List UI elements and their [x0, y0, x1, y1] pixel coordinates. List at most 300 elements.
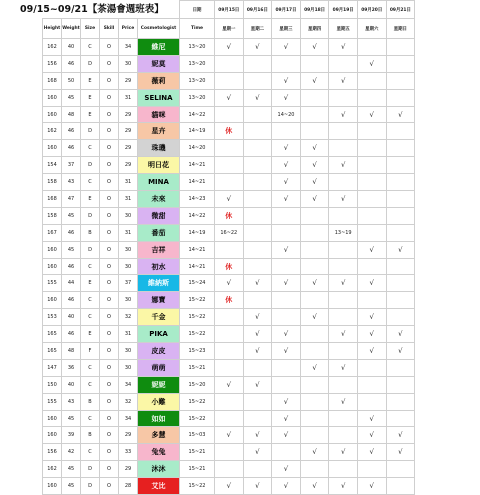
table-row — [43, 292, 415, 309]
empty-day-cell — [215, 410, 244, 427]
cosmetologist-name: 兔兔 — [138, 444, 180, 461]
time-cell: 15~03 — [180, 427, 215, 444]
price-cell: 32 — [119, 309, 138, 326]
check-mark: √ — [272, 461, 301, 478]
table-row — [43, 461, 415, 478]
empty-day-cell — [386, 39, 415, 56]
time-cell: 15~22 — [180, 326, 215, 343]
check-mark: √ — [357, 410, 386, 427]
skill-cell: O — [100, 427, 119, 444]
empty-day-cell — [329, 410, 358, 427]
empty-day-cell — [243, 140, 272, 157]
empty-day-cell — [300, 106, 329, 123]
date-header-cell: 09月17日 — [272, 1, 301, 19]
price-cell: 32 — [119, 393, 138, 410]
skill-cell: O — [100, 224, 119, 241]
time-cell: 15~22 — [180, 478, 215, 495]
empty-day-cell — [243, 207, 272, 224]
time-cell: 14~19 — [180, 224, 215, 241]
price-cell: 29 — [119, 72, 138, 89]
empty-day-cell — [243, 292, 272, 309]
cosmetologist-name: 明日花 — [138, 157, 180, 174]
empty-day-cell — [215, 55, 244, 72]
height-cell: 156 — [43, 444, 62, 461]
empty-day-cell — [215, 359, 244, 376]
skill-cell: O — [100, 39, 119, 56]
cosmetologist-name: 萌萌 — [138, 359, 180, 376]
check-mark: √ — [215, 39, 244, 56]
check-mark: √ — [300, 275, 329, 292]
weekday-header-cell: 星期四 — [300, 19, 329, 39]
date-header-row — [43, 1, 415, 19]
empty-day-cell — [300, 376, 329, 393]
time-cell: 14~21 — [180, 157, 215, 174]
weight-cell: 45 — [62, 207, 81, 224]
empty-day-cell — [215, 106, 244, 123]
size-cell: B — [81, 393, 100, 410]
check-mark: √ — [243, 275, 272, 292]
time-cell: 15~23 — [180, 343, 215, 360]
empty-day-cell — [329, 461, 358, 478]
time-cell: 15~22 — [180, 292, 215, 309]
table-row — [43, 343, 415, 360]
time-cell: 15~22 — [180, 393, 215, 410]
skill-cell: O — [100, 393, 119, 410]
height-cell: 168 — [43, 72, 62, 89]
check-mark: √ — [386, 444, 415, 461]
empty-day-cell — [329, 241, 358, 258]
time-cell: 14~22 — [180, 207, 215, 224]
empty-day-cell — [357, 376, 386, 393]
time-cell: 14~21 — [180, 174, 215, 191]
skill-cell: O — [100, 123, 119, 140]
height-cell: 165 — [43, 326, 62, 343]
weight-cell: 43 — [62, 174, 81, 191]
check-mark: √ — [357, 241, 386, 258]
day-off-mark: 休 — [215, 207, 244, 224]
check-mark: √ — [272, 157, 301, 174]
weight-cell: 45 — [62, 478, 81, 495]
empty-day-cell — [329, 55, 358, 72]
time-cell: 13~20 — [180, 55, 215, 72]
empty-day-cell — [300, 123, 329, 140]
check-mark: √ — [215, 376, 244, 393]
height-cell: 160 — [43, 478, 62, 495]
empty-day-cell — [215, 461, 244, 478]
empty-day-cell — [243, 393, 272, 410]
height-cell: 155 — [43, 275, 62, 292]
size-cell: C — [81, 174, 100, 191]
schedule-table — [42, 0, 415, 495]
price-cell: 34 — [119, 410, 138, 427]
empty-day-cell — [386, 174, 415, 191]
skill-cell: O — [100, 359, 119, 376]
weight-cell: 45 — [62, 241, 81, 258]
empty-day-cell — [215, 174, 244, 191]
weight-cell: 48 — [62, 106, 81, 123]
cosmetologist-name: 貓咪 — [138, 106, 180, 123]
weight-cell: 39 — [62, 427, 81, 444]
check-mark: √ — [386, 106, 415, 123]
weight-cell: 47 — [62, 191, 81, 208]
check-mark: √ — [300, 72, 329, 89]
time-cell: 14~22 — [180, 106, 215, 123]
skill-cell: O — [100, 326, 119, 343]
size-cell: D — [81, 461, 100, 478]
check-mark: √ — [243, 89, 272, 106]
skill-cell: O — [100, 89, 119, 106]
empty-day-cell — [357, 72, 386, 89]
size-cell: D — [81, 207, 100, 224]
weekday-header-cell: 星期一 — [215, 19, 244, 39]
height-cell: 160 — [43, 106, 62, 123]
time-cell: 13~20 — [180, 39, 215, 56]
check-mark: √ — [272, 72, 301, 89]
weight-cell: 40 — [62, 376, 81, 393]
empty-day-cell — [215, 393, 244, 410]
table-row — [43, 258, 415, 275]
table-row — [43, 478, 415, 495]
empty-day-cell — [329, 174, 358, 191]
table-row — [43, 55, 415, 72]
weight-cell: 45 — [62, 410, 81, 427]
table-row — [43, 376, 415, 393]
size-cell: E — [81, 326, 100, 343]
price-cell: 30 — [119, 343, 138, 360]
check-mark: √ — [300, 39, 329, 56]
table-row — [43, 224, 415, 241]
empty-day-cell — [215, 157, 244, 174]
size-cell: D — [81, 55, 100, 72]
check-mark: √ — [357, 427, 386, 444]
size-cell: D — [81, 478, 100, 495]
time-cell: 15~20 — [180, 376, 215, 393]
time-cell: 14~23 — [180, 191, 215, 208]
check-mark: √ — [357, 106, 386, 123]
cosmetologist-name: 星卉 — [138, 123, 180, 140]
empty-day-cell — [272, 224, 301, 241]
time-cell: 14~19 — [180, 123, 215, 140]
table-row — [43, 140, 415, 157]
cosmetologist-name: 妮妮 — [138, 376, 180, 393]
day-off-mark: 休 — [215, 292, 244, 309]
empty-day-cell — [243, 174, 272, 191]
size-cell: E — [81, 72, 100, 89]
size-cell: C — [81, 309, 100, 326]
cosmetologist-name: 多慧 — [138, 427, 180, 444]
price-cell: 34 — [119, 376, 138, 393]
price-cell: 30 — [119, 359, 138, 376]
check-mark: √ — [243, 427, 272, 444]
height-cell: 162 — [43, 39, 62, 56]
price-cell: 31 — [119, 174, 138, 191]
check-mark: √ — [215, 89, 244, 106]
table-row — [43, 309, 415, 326]
weight-cell: 46 — [62, 140, 81, 157]
check-mark: √ — [300, 191, 329, 208]
height-cell: 160 — [43, 427, 62, 444]
empty-day-cell — [386, 207, 415, 224]
price-cell: 30 — [119, 241, 138, 258]
skill-header: Skill — [100, 19, 119, 39]
table-row — [43, 191, 415, 208]
cosmetologist-name: 維納斯 — [138, 275, 180, 292]
check-mark: √ — [243, 309, 272, 326]
time-cell: 14~21 — [180, 258, 215, 275]
check-mark: √ — [386, 326, 415, 343]
table-row — [43, 393, 415, 410]
size-cell: E — [81, 275, 100, 292]
empty-day-cell — [386, 123, 415, 140]
custom-hours: 13~19 — [329, 224, 358, 241]
table-row — [43, 275, 415, 292]
skill-cell: O — [100, 343, 119, 360]
check-mark: √ — [300, 478, 329, 495]
weight-cell: 46 — [62, 292, 81, 309]
cosmetologist-name: 千金 — [138, 309, 180, 326]
check-mark: √ — [357, 55, 386, 72]
price-cell: 29 — [119, 157, 138, 174]
empty-day-cell — [386, 157, 415, 174]
empty-day-cell — [215, 72, 244, 89]
table-row — [43, 241, 415, 258]
check-mark: √ — [215, 478, 244, 495]
table-row — [43, 326, 415, 343]
empty-day-cell — [300, 461, 329, 478]
check-mark: √ — [300, 309, 329, 326]
time-cell: 15~22 — [180, 309, 215, 326]
empty-day-cell — [243, 72, 272, 89]
cosmetologist-name: 妮莫 — [138, 55, 180, 72]
check-mark: √ — [300, 174, 329, 191]
weekday-header-cell: 星期日 — [386, 19, 415, 39]
height-cell: 160 — [43, 410, 62, 427]
size-cell: C — [81, 258, 100, 275]
height-cell: 156 — [43, 55, 62, 72]
empty-day-cell — [329, 427, 358, 444]
height-cell: 162 — [43, 123, 62, 140]
skill-cell: O — [100, 275, 119, 292]
cosmetologist-name: 沐沐 — [138, 461, 180, 478]
empty-day-cell — [300, 292, 329, 309]
check-mark: √ — [243, 478, 272, 495]
empty-day-cell — [272, 207, 301, 224]
check-mark: √ — [272, 140, 301, 157]
empty-day-cell — [300, 89, 329, 106]
weekday-header-cell: 星期五 — [329, 19, 358, 39]
empty-day-cell — [357, 157, 386, 174]
empty-day-cell — [272, 123, 301, 140]
empty-day-cell — [357, 393, 386, 410]
check-mark: √ — [357, 309, 386, 326]
check-mark: √ — [329, 106, 358, 123]
weight-cell: 46 — [62, 123, 81, 140]
check-mark: √ — [243, 444, 272, 461]
cosmetologist-name: 如如 — [138, 410, 180, 427]
price-cell: 30 — [119, 258, 138, 275]
skill-cell: O — [100, 292, 119, 309]
date-label: 日期 — [180, 1, 215, 19]
empty-day-cell — [243, 157, 272, 174]
time-cell: 15~24 — [180, 275, 215, 292]
empty-day-cell — [357, 461, 386, 478]
check-mark: √ — [329, 275, 358, 292]
empty-day-cell — [386, 140, 415, 157]
date-header-cell: 09月16日 — [243, 1, 272, 19]
skill-cell: O — [100, 174, 119, 191]
check-mark: √ — [329, 157, 358, 174]
weight-cell: 43 — [62, 393, 81, 410]
empty-day-cell — [243, 461, 272, 478]
empty-day-cell — [272, 258, 301, 275]
empty-day-cell — [329, 292, 358, 309]
cosmetologist-name: 微甜 — [138, 207, 180, 224]
check-mark: √ — [272, 343, 301, 360]
weight-cell: 45 — [62, 461, 81, 478]
page-title: 09/15~09/21【茶湯會週班表】 — [20, 4, 164, 15]
empty-day-cell — [243, 359, 272, 376]
size-cell: D — [81, 157, 100, 174]
skill-cell: O — [100, 410, 119, 427]
check-mark: √ — [272, 410, 301, 427]
day-off-mark: 休 — [215, 123, 244, 140]
empty-day-cell — [357, 292, 386, 309]
skill-cell: O — [100, 140, 119, 157]
weight-cell: 45 — [62, 89, 81, 106]
cosmetologist-name: 艾比 — [138, 478, 180, 495]
empty-day-cell — [386, 258, 415, 275]
empty-day-cell — [300, 326, 329, 343]
time-cell: 14~20 — [180, 140, 215, 157]
height-cell: 167 — [43, 224, 62, 241]
empty-day-cell — [329, 207, 358, 224]
empty-day-cell — [243, 224, 272, 241]
empty-day-cell — [329, 343, 358, 360]
empty-day-cell — [329, 123, 358, 140]
empty-day-cell — [357, 123, 386, 140]
weight-cell: 50 — [62, 72, 81, 89]
weight-cell: 44 — [62, 275, 81, 292]
time-cell: 13~20 — [180, 72, 215, 89]
table-row — [43, 427, 415, 444]
empty-day-cell — [300, 427, 329, 444]
check-mark: √ — [300, 359, 329, 376]
time-cell: 14~21 — [180, 241, 215, 258]
size-cell: D — [81, 241, 100, 258]
date-header-cell: 09月19日 — [329, 1, 358, 19]
cosmetologist-header: Cosmetologist — [138, 19, 180, 39]
skill-cell: O — [100, 309, 119, 326]
empty-day-cell — [386, 224, 415, 241]
date-header-cell: 09月21日 — [386, 1, 415, 19]
check-mark: √ — [215, 275, 244, 292]
size-cell: E — [81, 191, 100, 208]
empty-day-cell — [215, 326, 244, 343]
check-mark: √ — [329, 326, 358, 343]
size-cell: C — [81, 292, 100, 309]
price-cell: 31 — [119, 89, 138, 106]
check-mark: √ — [272, 89, 301, 106]
empty-day-cell — [329, 376, 358, 393]
check-mark: √ — [329, 191, 358, 208]
empty-day-cell — [272, 359, 301, 376]
skill-cell: O — [100, 376, 119, 393]
price-cell: 28 — [119, 478, 138, 495]
price-cell: 31 — [119, 224, 138, 241]
empty-day-cell — [272, 292, 301, 309]
date-header-cell: 09月20日 — [357, 1, 386, 19]
empty-day-cell — [300, 410, 329, 427]
price-cell: 33 — [119, 444, 138, 461]
cosmetologist-name: 娜寶 — [138, 292, 180, 309]
height-cell: 165 — [43, 343, 62, 360]
skill-cell: O — [100, 55, 119, 72]
check-mark: √ — [329, 393, 358, 410]
table-row — [43, 174, 415, 191]
check-mark: √ — [329, 478, 358, 495]
price-cell: 29 — [119, 106, 138, 123]
cosmetologist-name: 吉祥 — [138, 241, 180, 258]
cosmetologist-name: MINA — [138, 174, 180, 191]
empty-day-cell — [386, 191, 415, 208]
height-cell: 147 — [43, 359, 62, 376]
date-header-cell: 09月18日 — [300, 1, 329, 19]
empty-day-cell — [357, 224, 386, 241]
empty-day-cell — [300, 258, 329, 275]
empty-day-cell — [215, 309, 244, 326]
weight-cell: 40 — [62, 309, 81, 326]
empty-day-cell — [357, 140, 386, 157]
table-row — [43, 72, 415, 89]
check-mark: √ — [357, 275, 386, 292]
check-mark: √ — [300, 140, 329, 157]
empty-day-cell — [329, 309, 358, 326]
empty-day-cell — [300, 343, 329, 360]
check-mark: √ — [300, 157, 329, 174]
empty-day-cell — [386, 478, 415, 495]
weight-cell: 36 — [62, 359, 81, 376]
weekday-header-cell: 星期二 — [243, 19, 272, 39]
check-mark: √ — [272, 191, 301, 208]
empty-day-cell — [243, 55, 272, 72]
empty-day-cell — [300, 55, 329, 72]
title-spacer — [43, 1, 180, 19]
size-cell: B — [81, 224, 100, 241]
column-header-row — [43, 19, 415, 39]
empty-day-cell — [329, 140, 358, 157]
empty-day-cell — [386, 309, 415, 326]
empty-day-cell — [272, 309, 301, 326]
skill-cell: O — [100, 191, 119, 208]
price-cell: 30 — [119, 55, 138, 72]
height-cell: 158 — [43, 207, 62, 224]
size-header: Size — [81, 19, 100, 39]
empty-day-cell — [386, 55, 415, 72]
height-cell: 160 — [43, 89, 62, 106]
table-row — [43, 123, 415, 140]
size-cell: D — [81, 123, 100, 140]
empty-day-cell — [272, 444, 301, 461]
size-cell: C — [81, 140, 100, 157]
empty-day-cell — [386, 292, 415, 309]
height-cell: 162 — [43, 461, 62, 478]
table-row — [43, 89, 415, 106]
weight-cell: 46 — [62, 224, 81, 241]
check-mark: √ — [215, 191, 244, 208]
table-row — [43, 106, 415, 123]
weight-cell: 42 — [62, 444, 81, 461]
empty-day-cell — [215, 444, 244, 461]
